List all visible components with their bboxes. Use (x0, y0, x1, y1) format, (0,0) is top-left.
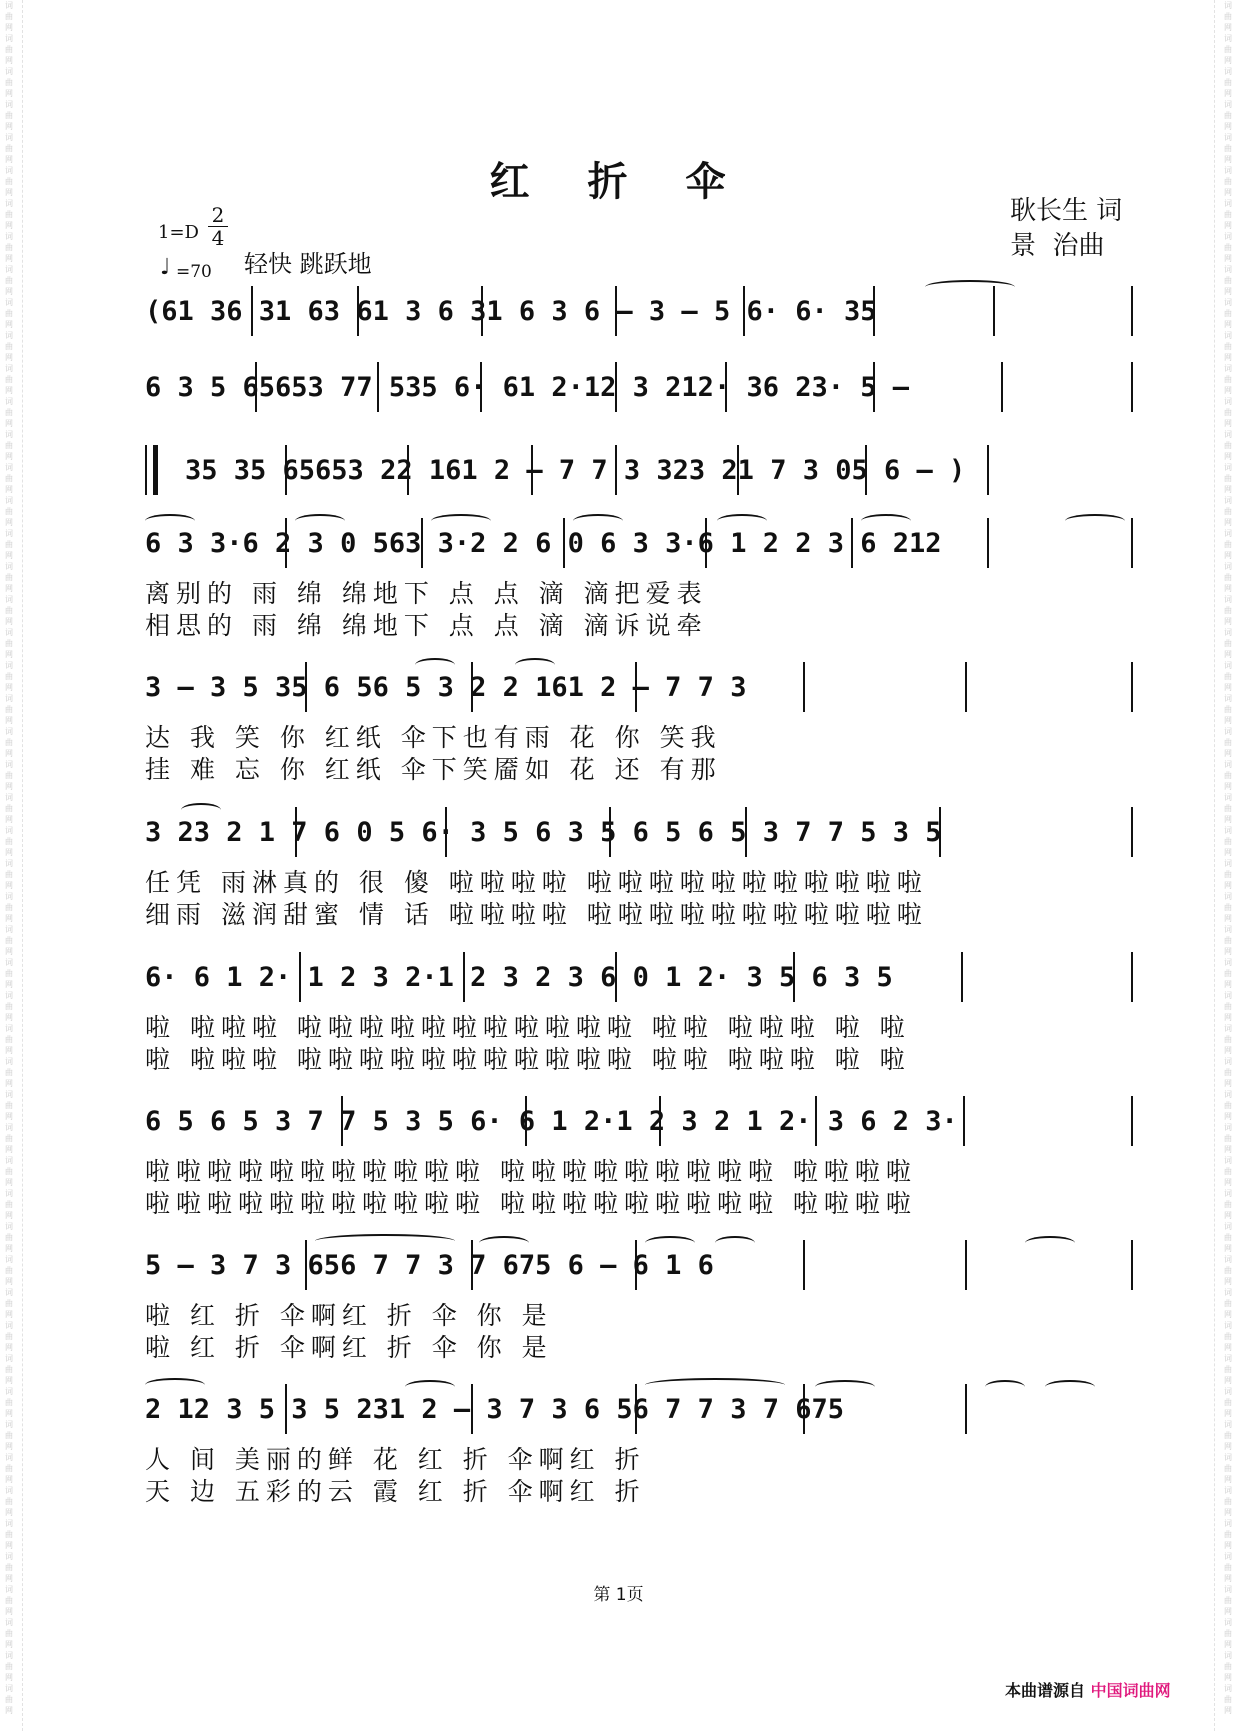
lyric-verse-2: 啦啦啦啦啦啦啦啦啦啦啦 啦啦啦啦啦啦啦啦啦 啦啦啦啦 (145, 1189, 917, 1218)
barline (421, 518, 423, 568)
key-signature: 1=D (158, 222, 199, 243)
jianpu-notes: (61 36 31 63 61 3 6 31 6 3 6 – 3 – 5 6· 6· 35 (145, 296, 877, 327)
barline (965, 1240, 967, 1290)
barline (1131, 662, 1133, 712)
lyric-verse-1: 啦啦啦啦啦啦啦啦啦啦啦 啦啦啦啦啦啦啦啦啦 啦啦啦啦 (145, 1157, 917, 1186)
barline (743, 286, 745, 336)
barline (1131, 807, 1133, 857)
barline (803, 1240, 805, 1290)
barline (705, 518, 707, 568)
lyric-verse-1: 任凭 雨淋真的 很 傻 啦啦啦啦 啦啦啦啦啦啦啦啦啦啦啦 (145, 868, 928, 897)
barline (295, 807, 297, 857)
barline (793, 952, 795, 1002)
slur-mark (715, 1236, 755, 1250)
barline (299, 952, 301, 1002)
barline (525, 1096, 527, 1146)
slur-mark (181, 803, 221, 817)
slur-mark (573, 514, 623, 528)
slur-mark (515, 658, 555, 672)
barline (609, 807, 611, 857)
slur-mark (985, 1380, 1025, 1394)
time-numerator: 2 (208, 204, 228, 227)
right-cut-line (1214, 0, 1215, 1731)
barline (285, 1384, 287, 1434)
barline (615, 286, 617, 336)
slur-mark (295, 514, 345, 528)
barline (803, 662, 805, 712)
barline (965, 1384, 967, 1434)
tempo-value: =70 (176, 262, 212, 282)
barline (1131, 1240, 1133, 1290)
repeat-sign-start (145, 445, 158, 495)
barline (251, 286, 253, 336)
barline (803, 1384, 805, 1434)
barline (737, 445, 739, 495)
slur-mark (315, 1234, 455, 1248)
barline (445, 807, 447, 857)
song-title: 红 折 伞 (489, 158, 748, 205)
lyric-verse-2: 啦 红 折 伞啊红 折 伞 你 是 (145, 1333, 553, 1362)
slur-mark (405, 1380, 455, 1394)
barline (635, 1384, 637, 1434)
jianpu-notes: 6 3 3·6 2 3 0 563 3·2 2 6 0 6 3 3·6 1 2 2 3 6 212 (145, 528, 942, 559)
lyric-verse-1: 达 我 笑 你 红纸 伞下也有雨 花 你 笑我 (145, 723, 722, 752)
barline (725, 362, 727, 412)
slur-mark (431, 514, 491, 528)
barline (851, 518, 853, 568)
barline (471, 662, 473, 712)
jianpu-notes: 5 – 3 7 3 656 7 7 3 7 675 6 – 6 1 6 (145, 1250, 714, 1281)
lyric-verse-1: 啦 红 折 伞啊红 折 伞 你 是 (145, 1301, 553, 1330)
slur-mark (145, 1378, 205, 1392)
right-watermark (1221, 0, 1235, 1731)
lyric-verse-2: 相思的 雨 绵 绵地下 点 点 滴 滴诉说牵 (145, 611, 708, 640)
source-label: 本曲谱源自 (1005, 1681, 1086, 1700)
barline (745, 807, 747, 857)
barline (1131, 518, 1133, 568)
source-site-link[interactable]: 中国词曲网 (1090, 1681, 1171, 1700)
barline (987, 518, 989, 568)
slur-mark (1065, 514, 1125, 528)
barline (659, 1096, 661, 1146)
slur-mark (415, 658, 455, 672)
expression-mark: 轻快 跳跃地 (244, 250, 372, 278)
jianpu-notes: 3 – 3 5 35 6 56 5 3 2 2 161 2 – 7 7 3 (145, 672, 747, 703)
barline (407, 445, 409, 495)
lyric-verse-1: 人 间 美丽的鲜 花 红 折 伞啊红 折 (145, 1445, 646, 1474)
barline (480, 362, 482, 412)
lyric-verse-1: 离别的 雨 绵 绵地下 点 点 滴 滴把爱表 (145, 579, 708, 608)
lyric-verse-2: 天 边 五彩的云 霞 红 折 伞啊红 折 (145, 1477, 646, 1506)
jianpu-notes: 6· 6 1 2· 1 2 3 2·1 2 3 2 3 6 0 1 2· 3 5 6 3 5 (145, 962, 893, 993)
time-signature (208, 204, 228, 249)
watermark-text: 词曲网 词曲网 词曲网 词曲网 词曲网 词曲网 词曲网 词曲网 词曲网 词曲网 词曲网 词曲网 词曲网 词曲网 词曲网 词曲网 词曲网 词曲网 词曲网 词曲网 词曲网 词曲网 词曲网 词曲网 词曲网 词曲网 词曲网 词曲网 词曲网 词曲网 词曲网 词曲网 词曲网 词曲网 词曲网 词曲网 词曲网 词曲网 词曲网 词曲网 词曲网 词曲网 词曲网 词曲网 词曲网 词曲网 词曲网 词曲网 词曲网 词曲网 词曲网 词曲网 (5, 1, 13, 1715)
tie-mark (925, 280, 1015, 294)
jianpu-notes: 6 5 6 5 3 7 7 5 3 5 6· 6 1 2·1 2 3 2 1 2· 3 6 2 3· (145, 1106, 958, 1137)
slur-mark (145, 514, 195, 528)
jianpu-notes: 2 12 3 5 3 5 231 2 – 3 7 3 6 56 7 7 3 7 675 (145, 1394, 844, 1425)
barline (285, 445, 287, 495)
lyric-verse-2: 细雨 滋润甜蜜 情 话 啦啦啦啦 啦啦啦啦啦啦啦啦啦啦啦 (145, 900, 928, 929)
barline (1001, 362, 1003, 412)
barline (341, 1096, 343, 1146)
barline (377, 362, 379, 412)
slur-mark (1025, 1236, 1075, 1250)
lyricist-credit: 耿长生 词 (1010, 196, 1123, 226)
left-watermark (2, 0, 16, 1731)
slur-mark (645, 1236, 695, 1250)
barline (961, 952, 963, 1002)
barline (357, 286, 359, 336)
watermark-text: 词曲网 词曲网 词曲网 词曲网 词曲网 词曲网 词曲网 词曲网 词曲网 词曲网 词曲网 词曲网 词曲网 词曲网 词曲网 词曲网 词曲网 词曲网 词曲网 词曲网 词曲网 词曲网 词曲网 词曲网 词曲网 词曲网 词曲网 词曲网 词曲网 词曲网 词曲网 词曲网 词曲网 词曲网 词曲网 词曲网 词曲网 词曲网 词曲网 词曲网 词曲网 词曲网 词曲网 词曲网 词曲网 词曲网 词曲网 词曲网 词曲网 词曲网 词曲网 词曲网 (1224, 1, 1232, 1715)
barline (1131, 952, 1133, 1002)
source-credit (1005, 1678, 1171, 1701)
barline (865, 445, 867, 495)
time-denominator: 4 (211, 226, 225, 250)
barline (963, 1096, 965, 1146)
quarter-note-icon: ♩ (160, 255, 171, 280)
barline (815, 1096, 817, 1146)
barline (563, 518, 565, 568)
slur-mark (1045, 1380, 1095, 1394)
composer-credit: 景 治曲 (1010, 231, 1105, 261)
barline (615, 445, 617, 495)
barline (615, 362, 617, 412)
barline (1131, 362, 1133, 412)
barline (939, 807, 941, 857)
barline (531, 445, 533, 495)
left-cut-line (22, 0, 23, 1731)
jianpu-notes: 6 3 5 65653 77 535 6· 61 2·12 3 212· 36 23· 5 – (145, 372, 910, 403)
lyric-verse-1: 啦 啦啦啦 啦啦啦啦啦啦啦啦啦啦啦 啦啦 啦啦啦 啦 啦 (145, 1013, 911, 1042)
barline (635, 662, 637, 712)
barline (1131, 1096, 1133, 1146)
barline (471, 1384, 473, 1434)
barline (285, 518, 287, 568)
barline (255, 362, 257, 412)
barline (471, 1240, 473, 1290)
barline (965, 662, 967, 712)
barline (615, 952, 617, 1002)
page-number: 第 1页 (593, 1585, 644, 1605)
lyric-verse-2: 啦 啦啦啦 啦啦啦啦啦啦啦啦啦啦啦 啦啦 啦啦啦 啦 啦 (145, 1045, 911, 1074)
barline (463, 952, 465, 1002)
barline (481, 286, 483, 336)
slur-mark (645, 1378, 785, 1392)
barline (987, 445, 989, 495)
lyric-verse-2: 挂 难 忘 你 红纸 伞下笑靥如 花 还 有那 (145, 755, 722, 784)
slur-mark (479, 1236, 529, 1250)
jianpu-notes: 3 23 2 1 7 6 0 5 6· 3 5 6 3 5 6 5 6 5 3 7 7 5 3 5 (145, 817, 942, 848)
jianpu-notes: 35 35 65653 22 161 2 – 7 7 3 323 21 7 3 05 6 – ) (185, 455, 966, 486)
barline (873, 286, 875, 336)
barline (873, 362, 875, 412)
slur-mark (815, 1380, 875, 1394)
barline (305, 1240, 307, 1290)
barline (305, 662, 307, 712)
barline (635, 1240, 637, 1290)
barline (1131, 286, 1133, 336)
slur-mark (717, 514, 767, 528)
slur-mark (861, 514, 911, 528)
